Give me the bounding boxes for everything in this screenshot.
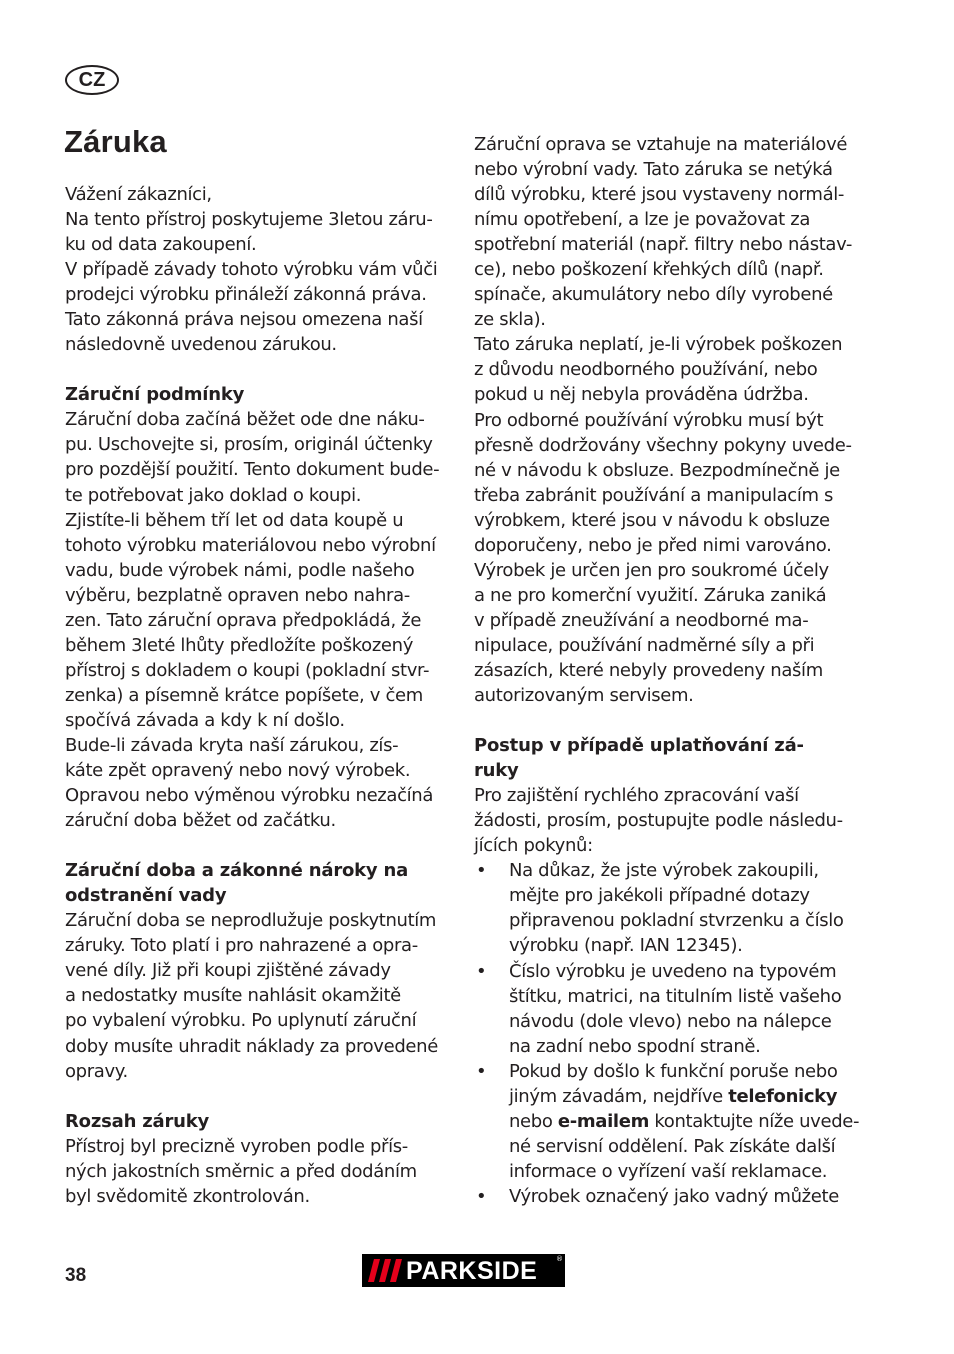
text-line: výrobkem, které jsou v návodu k obsluze (474, 509, 830, 531)
text-line: byl svědomitě zkontrolován. (65, 1185, 310, 1207)
bullet-icon: • (476, 960, 487, 982)
text-line: nebo výrobní vady. Tato záruka se netýká (474, 159, 833, 181)
bullet-icon: • (476, 1185, 487, 1207)
scope-paragraph (65, 1134, 451, 1209)
text-line: Záruční oprava se vztahuje na materiálové (474, 134, 848, 155)
text-line: tohoto výrobku materiálovou nebo výrobní (65, 534, 436, 556)
text-line (509, 1084, 860, 1109)
text-line: ce), nebo poškození křehkých dílů (např. (474, 259, 824, 281)
text-span: jiným závadám, nejdříve (509, 1085, 729, 1107)
text-line: informace o vyřízení vaší reklamace. (509, 1160, 828, 1182)
heading-line: Záruční doba a zákonné nároky na (65, 860, 409, 882)
text-line: opravy. (65, 1060, 128, 1082)
text-line: a ne pro komerční využití. Záruka zaniká (474, 584, 827, 606)
text-line: přístroj s dokladem o koupi (pokladní stvr- (65, 659, 430, 681)
logo-stripes-icon (368, 1259, 406, 1282)
left-column (65, 182, 451, 1209)
text-line: jících pokynů: (474, 835, 593, 857)
email-emphasis: e-mailem (557, 1110, 649, 1132)
text-line: mějte pro jakékoli případné dotazy (509, 885, 810, 907)
text-line: pro pozdější použití. Tento dokument bude- (65, 459, 440, 481)
text-line: dílů výrobku, které jsou vystaveny normál- (474, 184, 845, 206)
procedure-intro-paragraph (474, 783, 860, 858)
text-line: třeba zabránit používání a manipulacím s (474, 484, 834, 506)
text-line: Bude-li závada kryta naší zárukou, zís- (65, 734, 399, 756)
conditions-paragraph (65, 407, 451, 833)
text-line: žádosti, prosím, postupujte podle následu- (474, 810, 843, 832)
list-item (474, 959, 860, 1059)
text-line: autorizovaným servisem. (474, 685, 694, 707)
section-heading-scope: Rozsah záruky (65, 1110, 210, 1132)
text-line: Záruční doba se neprodlužuje poskytnutím (65, 910, 437, 932)
text-line: Přístroj byl precizně vyroben podle přís- (65, 1135, 408, 1157)
text-line: Opravou nebo výměnou výrobku nezačíná (65, 785, 434, 807)
bullet-icon: • (476, 860, 487, 882)
text-line: Tato zákonná práva nejsou omezena naší (65, 309, 423, 331)
section-heading-period (65, 858, 451, 908)
text-line: káte zpět opravený nebo nový výrobek. (65, 760, 411, 782)
text-line: Číslo výrobku je uvedeno na typovém (509, 960, 837, 982)
text-line: štítku, matrici, na titulním listě vašeho (509, 985, 842, 1007)
section-heading-procedure (474, 733, 860, 783)
text-line: vadu, bude výrobek námi, podle našeho (65, 559, 415, 581)
text-line: zenka) a písemně krátce popíšete, v čem (65, 684, 423, 706)
parkside-logo (362, 1254, 565, 1287)
text-line: né v návodu k obsluze. Bezpodmínečně je (474, 459, 840, 481)
text-line: Tato záruka neplatí, je-li výrobek poškozen (474, 334, 843, 356)
text-line: né servisní oddělení. Pak získáte další (509, 1135, 836, 1157)
text-line: Pro zajištění rychlého zpracování vaší (474, 785, 799, 807)
right-column (474, 132, 860, 1209)
section-heading-conditions: Záruční podmínky (65, 384, 245, 406)
text-span: nebo (509, 1110, 558, 1132)
list-item (474, 1059, 860, 1184)
text-line: Vážení zákazníci, (65, 184, 212, 205)
list-item (474, 858, 860, 958)
text-line: připravenou pokladní stvrzenku a číslo (509, 910, 844, 932)
text-line: Pokud by došlo k funkční poruše nebo (509, 1060, 838, 1082)
bullet-icon: • (476, 1060, 487, 1082)
text-line: doporučeny, nebo je před nimi varováno. (474, 534, 832, 556)
text-line: vené díly. Již při koupi zjištěné závady (65, 960, 391, 982)
text-line: výběru, bezplatně opraven nebo nahra- (65, 584, 410, 606)
text-line: spínače, akumulátory nebo díly vyrobené (474, 284, 833, 306)
text-line: prodejci výrobku přináleží zákonná práva. (65, 284, 427, 306)
registered-mark: ® (556, 1255, 563, 1263)
text-line: následovně uvedenou zárukou. (65, 334, 337, 356)
heading-line: Postup v případě uplatňování zá- (474, 735, 804, 757)
language-code: CZ (78, 68, 106, 91)
text-line: ku od data zakoupení. (65, 234, 257, 256)
text-line: V případě závady tohoto výrobku vám vůči (65, 259, 438, 281)
text-line: záruční doba běžet od začátku. (65, 810, 336, 832)
text-line: pokud u něj nebyla prováděna údržba. (474, 384, 809, 406)
text-line: Výrobek je určen jen pro soukromé účely (474, 559, 829, 581)
text-line: přesně dodržovány všechny pokyny uvede- (474, 434, 852, 456)
procedure-list (474, 858, 860, 1209)
text-line: te potřebovat jako doklad o koupi. (65, 484, 362, 506)
language-badge (65, 65, 119, 95)
text-line: Na tento přístroj poskytujeme 3letou záru- (65, 209, 433, 231)
text-line: návodu (dole vlevo) nebo na nálepce (509, 1010, 832, 1032)
text-line: spočívá závada a kdy k ní došlo. (65, 709, 345, 731)
text-line: po vybalení výrobku. Po uplynutí záruční (65, 1010, 417, 1032)
text-line: výrobku (např. IAN 12345). (509, 935, 743, 957)
page-number: 38 (65, 1265, 87, 1286)
text-line (509, 1109, 860, 1134)
text-line: zásazích, které nebyly provedeny naším (474, 659, 823, 681)
text-line: Záruční doba začíná běžet ode dne náku- (65, 409, 425, 431)
text-span: kontaktujte níže uvede- (649, 1110, 860, 1132)
text-line: Výrobek označený jako vadný můžete (509, 1185, 839, 1207)
text-line: a nedostatky musíte nahlásit okamžitě (65, 985, 401, 1007)
period-paragraph (65, 908, 451, 1083)
text-line: nipulace, používání nadměrné síly a při (474, 634, 815, 656)
heading-line: ruky (474, 760, 519, 782)
text-line: v případě zneužívání a neodborné ma- (474, 609, 809, 631)
text-line: záruky. Toto platí i pro nahrazené a opra- (65, 935, 418, 957)
intro-paragraph (65, 182, 451, 357)
text-line: Pro odborné používání výrobku musí být (474, 409, 824, 431)
text-line: nímu opotřebení, a lze je považovat za (474, 209, 811, 231)
text-line: z důvodu neodborného používání, nebo (474, 359, 818, 381)
phone-emphasis: telefonicky (728, 1085, 838, 1107)
text-line: Zjistíte-li během tří let od data koupě u (65, 509, 404, 531)
text-line: pu. Uschovejte si, prosím, originál účtenky (65, 434, 433, 456)
logo-wordmark: PARKSIDE (406, 1257, 538, 1285)
text-line: na zadní nebo spodní straně. (509, 1035, 761, 1057)
heading-line: odstranění vady (65, 885, 227, 907)
scope-continued-paragraph (474, 132, 860, 708)
text-line: Na důkaz, že jste výrobek zakoupili, (509, 860, 819, 882)
text-line: doby musíte uhradit náklady za provedené (65, 1035, 438, 1057)
page-title: Záruka (64, 124, 167, 159)
text-line: zen. Tato záruční oprava předpokládá, že (65, 609, 422, 631)
text-line: spotřební materiál (např. filtry nebo nástav- (474, 234, 853, 256)
text-line: během 3leté lhůty předložíte poškozený (65, 634, 414, 656)
list-item (474, 1184, 860, 1209)
text-line: ze skla). (474, 309, 546, 331)
text-line: ných jakostních směrnic a před dodáním (65, 1160, 417, 1182)
